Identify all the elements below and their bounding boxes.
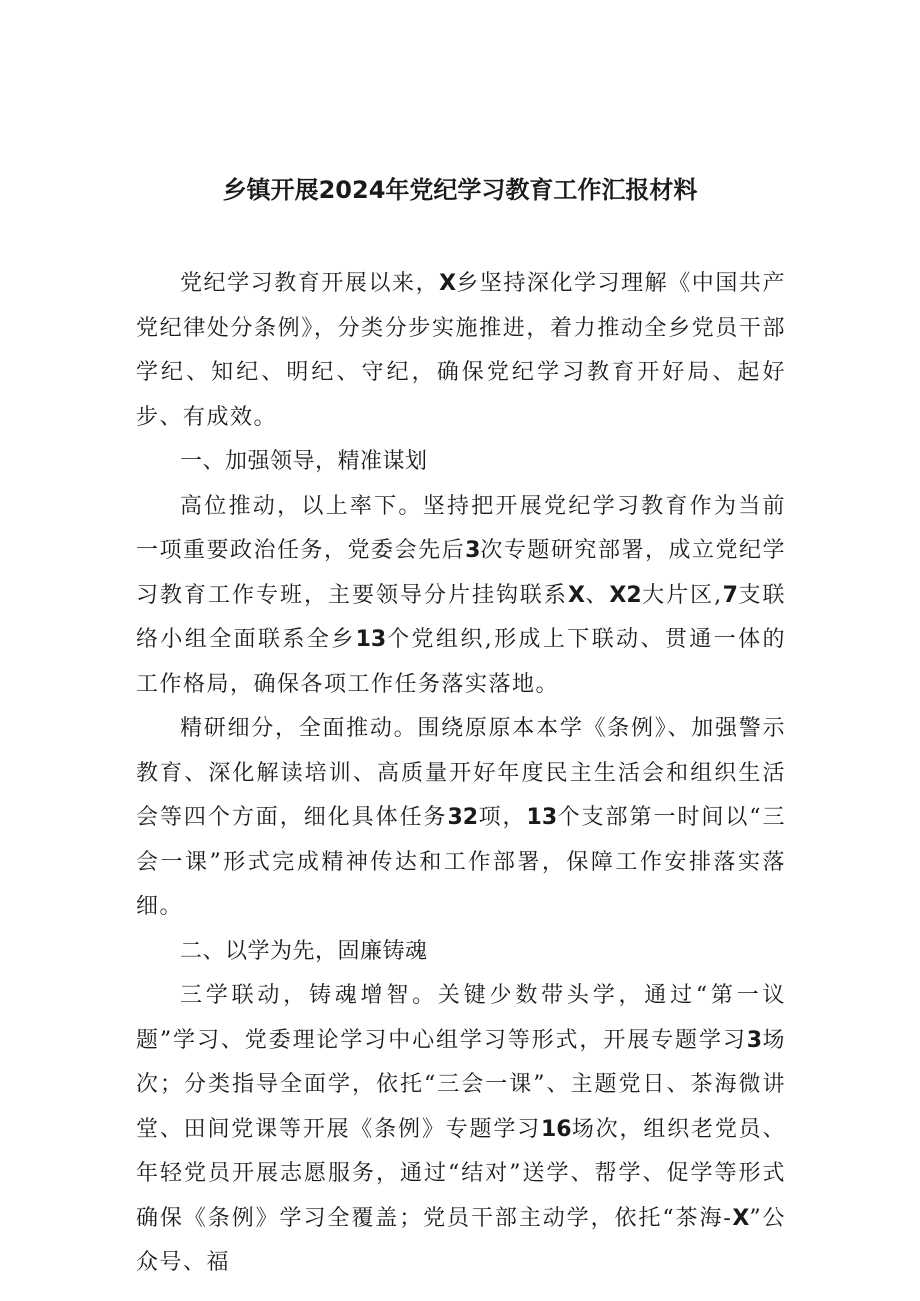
- text-run: 大片区,: [641, 582, 723, 608]
- text-run: 乡坚持深化学习理解《中国共产党纪律处分条例》，分类分步实施推进，着力推动全乡党员干部学纪、知纪、明纪、守纪，确保党纪学习教育开好局、起好步、有成效。: [136, 271, 786, 430]
- document-body: [136, 262, 786, 1286]
- text-run: 次专题研究部署，成立党纪学习教育工作专班，主要领导分片挂钩联系: [136, 538, 786, 608]
- bold-run: X: [439, 271, 457, 296]
- section2-paragraph-1: [136, 974, 786, 1286]
- text-run: 个党组织,形成上下联动、贯通一体的工作格局，确保各项工作任务落实落地。: [136, 627, 786, 697]
- bold-run: 32: [447, 805, 479, 830]
- section1-paragraph-1: [136, 485, 786, 708]
- bold-run: X: [732, 1205, 750, 1231]
- section1-paragraph-2: [136, 707, 786, 930]
- text-run: 个支部第一时间以“三会一课”形式完成精神传达和工作部署，保障工作安排落实落细。: [136, 805, 786, 919]
- section-heading-2: 二、以学为先，固廉铸魂: [180, 938, 428, 964]
- text-run: 党纪学习教育开展以来，: [180, 271, 440, 296]
- bold-run: 16: [540, 1116, 572, 1142]
- document-title: 乡镇开展2024年党纪学习教育工作汇报材料: [222, 176, 698, 204]
- text-run: 场次，组织老党员、年轻党员开展志愿服务，通过“结对”送学、帮学、促学等形式确保《条例》学习全覆盖；党员干部主动学，依托“茶海-: [136, 1116, 786, 1231]
- text-run: 三学联动，铸魂增智。关键少数带头学，通过“第一议题”学习、党委理论学习中心组学习等形式，开展专题学习: [136, 983, 786, 1053]
- text-run: 高位推动，以上率下。坚持把开展党纪学习教育作为当前一项重要政治任务，党委会先后: [136, 493, 786, 563]
- bold-run: 13: [355, 627, 387, 652]
- text-run: 项，: [478, 805, 527, 830]
- text-run: 支联络小组全面联系全乡: [136, 582, 786, 652]
- section-heading-1: 一、加强领导，精准谋划: [180, 449, 428, 474]
- intro-paragraph: [136, 262, 786, 440]
- bold-run: 13: [526, 805, 558, 830]
- bold-run: 3: [746, 1027, 763, 1053]
- text-run: ”公众号、福: [136, 1205, 787, 1275]
- bold-run: X2: [609, 582, 642, 608]
- bold-run: 3: [465, 538, 481, 563]
- bold-run: 7: [722, 582, 738, 608]
- bold-run: X: [567, 582, 585, 608]
- text-run: 、: [584, 582, 610, 608]
- text-run: 场次；分类指导全面学，依托“三会一课”、主题党日、茶海微讲堂、田间党课等开展《条例》专题学习: [136, 1027, 786, 1142]
- text-run: 精研细分，全面推动。围绕原原本本学《条例》、加强警示教育、深化解读培训、高质量开好年度民主生活会和组织生活会等四个方面，细化具体任务: [136, 716, 786, 830]
